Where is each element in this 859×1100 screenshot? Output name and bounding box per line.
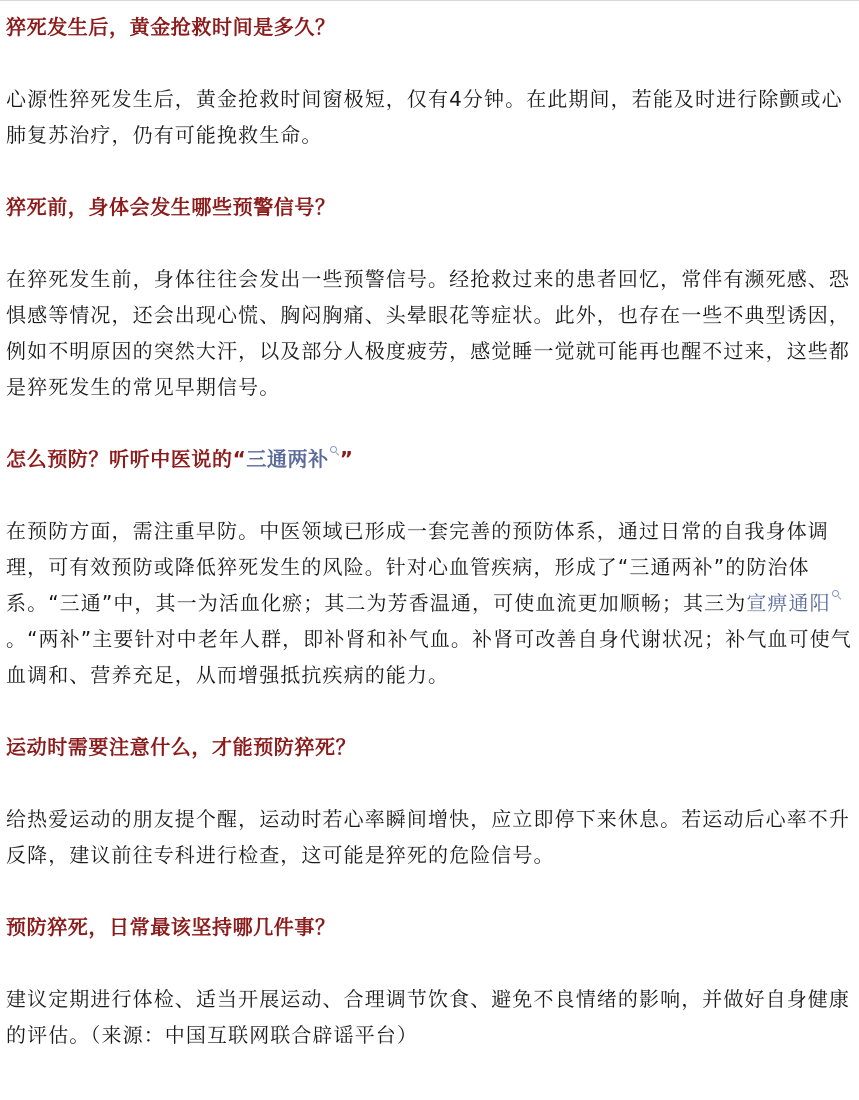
section-heading-golden-time: 猝死发生后，黄金抢救时间是多久？ <box>6 15 336 39</box>
section-heading-daily-habits: 预防猝死，日常最该坚持哪几件事？ <box>6 915 336 939</box>
search-icon[interactable] <box>832 590 841 600</box>
heading-suffix: ” <box>339 447 354 471</box>
section-paragraph-exercise: 给热爱运动的朋友提个醒，运动时若心率瞬间增快，应立即停下来休息。若运动后心率不升反降，建议前往专科进行检查，这可能是猝死的危险信号。 <box>6 807 850 867</box>
heading-prefix: 怎么预防？听听中医说的“ <box>6 447 247 471</box>
section-paragraph-tcm-prevention <box>6 513 853 693</box>
section-heading-tcm-prevention <box>6 441 853 477</box>
section-paragraph-warning-signs: 在猝死发生前，身体往往会发出一些预警信号。经抢救过来的患者回忆，常伴有濒死感、恐惧感等情况，还会出现心慌、胸闷胸痛、头晕眼花等症状。此外，也存在一些不典型诱因，例如不明原因的突然大汗，以及部分人极度疲劳，感觉睡一觉就可能再也醒不过来，这些都是猝死发生的常见早期信号。 <box>6 267 850 399</box>
section-paragraph-golden-time: 心源性猝死发生后，黄金抢救时间窗极短，仅有4分钟。在此期间，若能及时进行除颤或心肺复苏治疗，仍有可能挽救生命。 <box>6 87 843 147</box>
search-link-san-tong-liang-bu[interactable]: 三通两补 <box>246 447 329 471</box>
section-paragraph-daily-habits: 建议定期进行体检、适当开展运动、合理调节饮食、避免不良情绪的影响，并做好自身健康的评估。（来源：中国互联网联合辟谣平台） <box>6 987 850 1047</box>
paragraph-part1: 在预防方面，需注重早防。中医领域已形成一套完善的预防体系，通过日常的自我身体调理，可有效预防或降低猝死发生的风险。针对心血管疾病，形成了“三通两补”的防治体系。“三通”中，其一为活血化瘀；其二为芳香温通，可使血流更加顺畅；其三为 <box>6 519 829 615</box>
search-link-xuan-bi-tong-yang[interactable]: 宣痹通阳 <box>746 591 831 615</box>
paragraph-part2: 。“两补”主要针对中老年人群，即补肾和补气血。补肾可改善自身代谢状况；补气血可使气血调和、营养充足，从而增强抵抗疾病的能力。 <box>6 627 852 687</box>
section-heading-exercise: 运动时需要注意什么，才能预防猝死？ <box>6 735 357 759</box>
section-heading-warning-signs: 猝死前，身体会发生哪些预警信号？ <box>6 195 336 219</box>
search-icon[interactable] <box>330 446 339 456</box>
